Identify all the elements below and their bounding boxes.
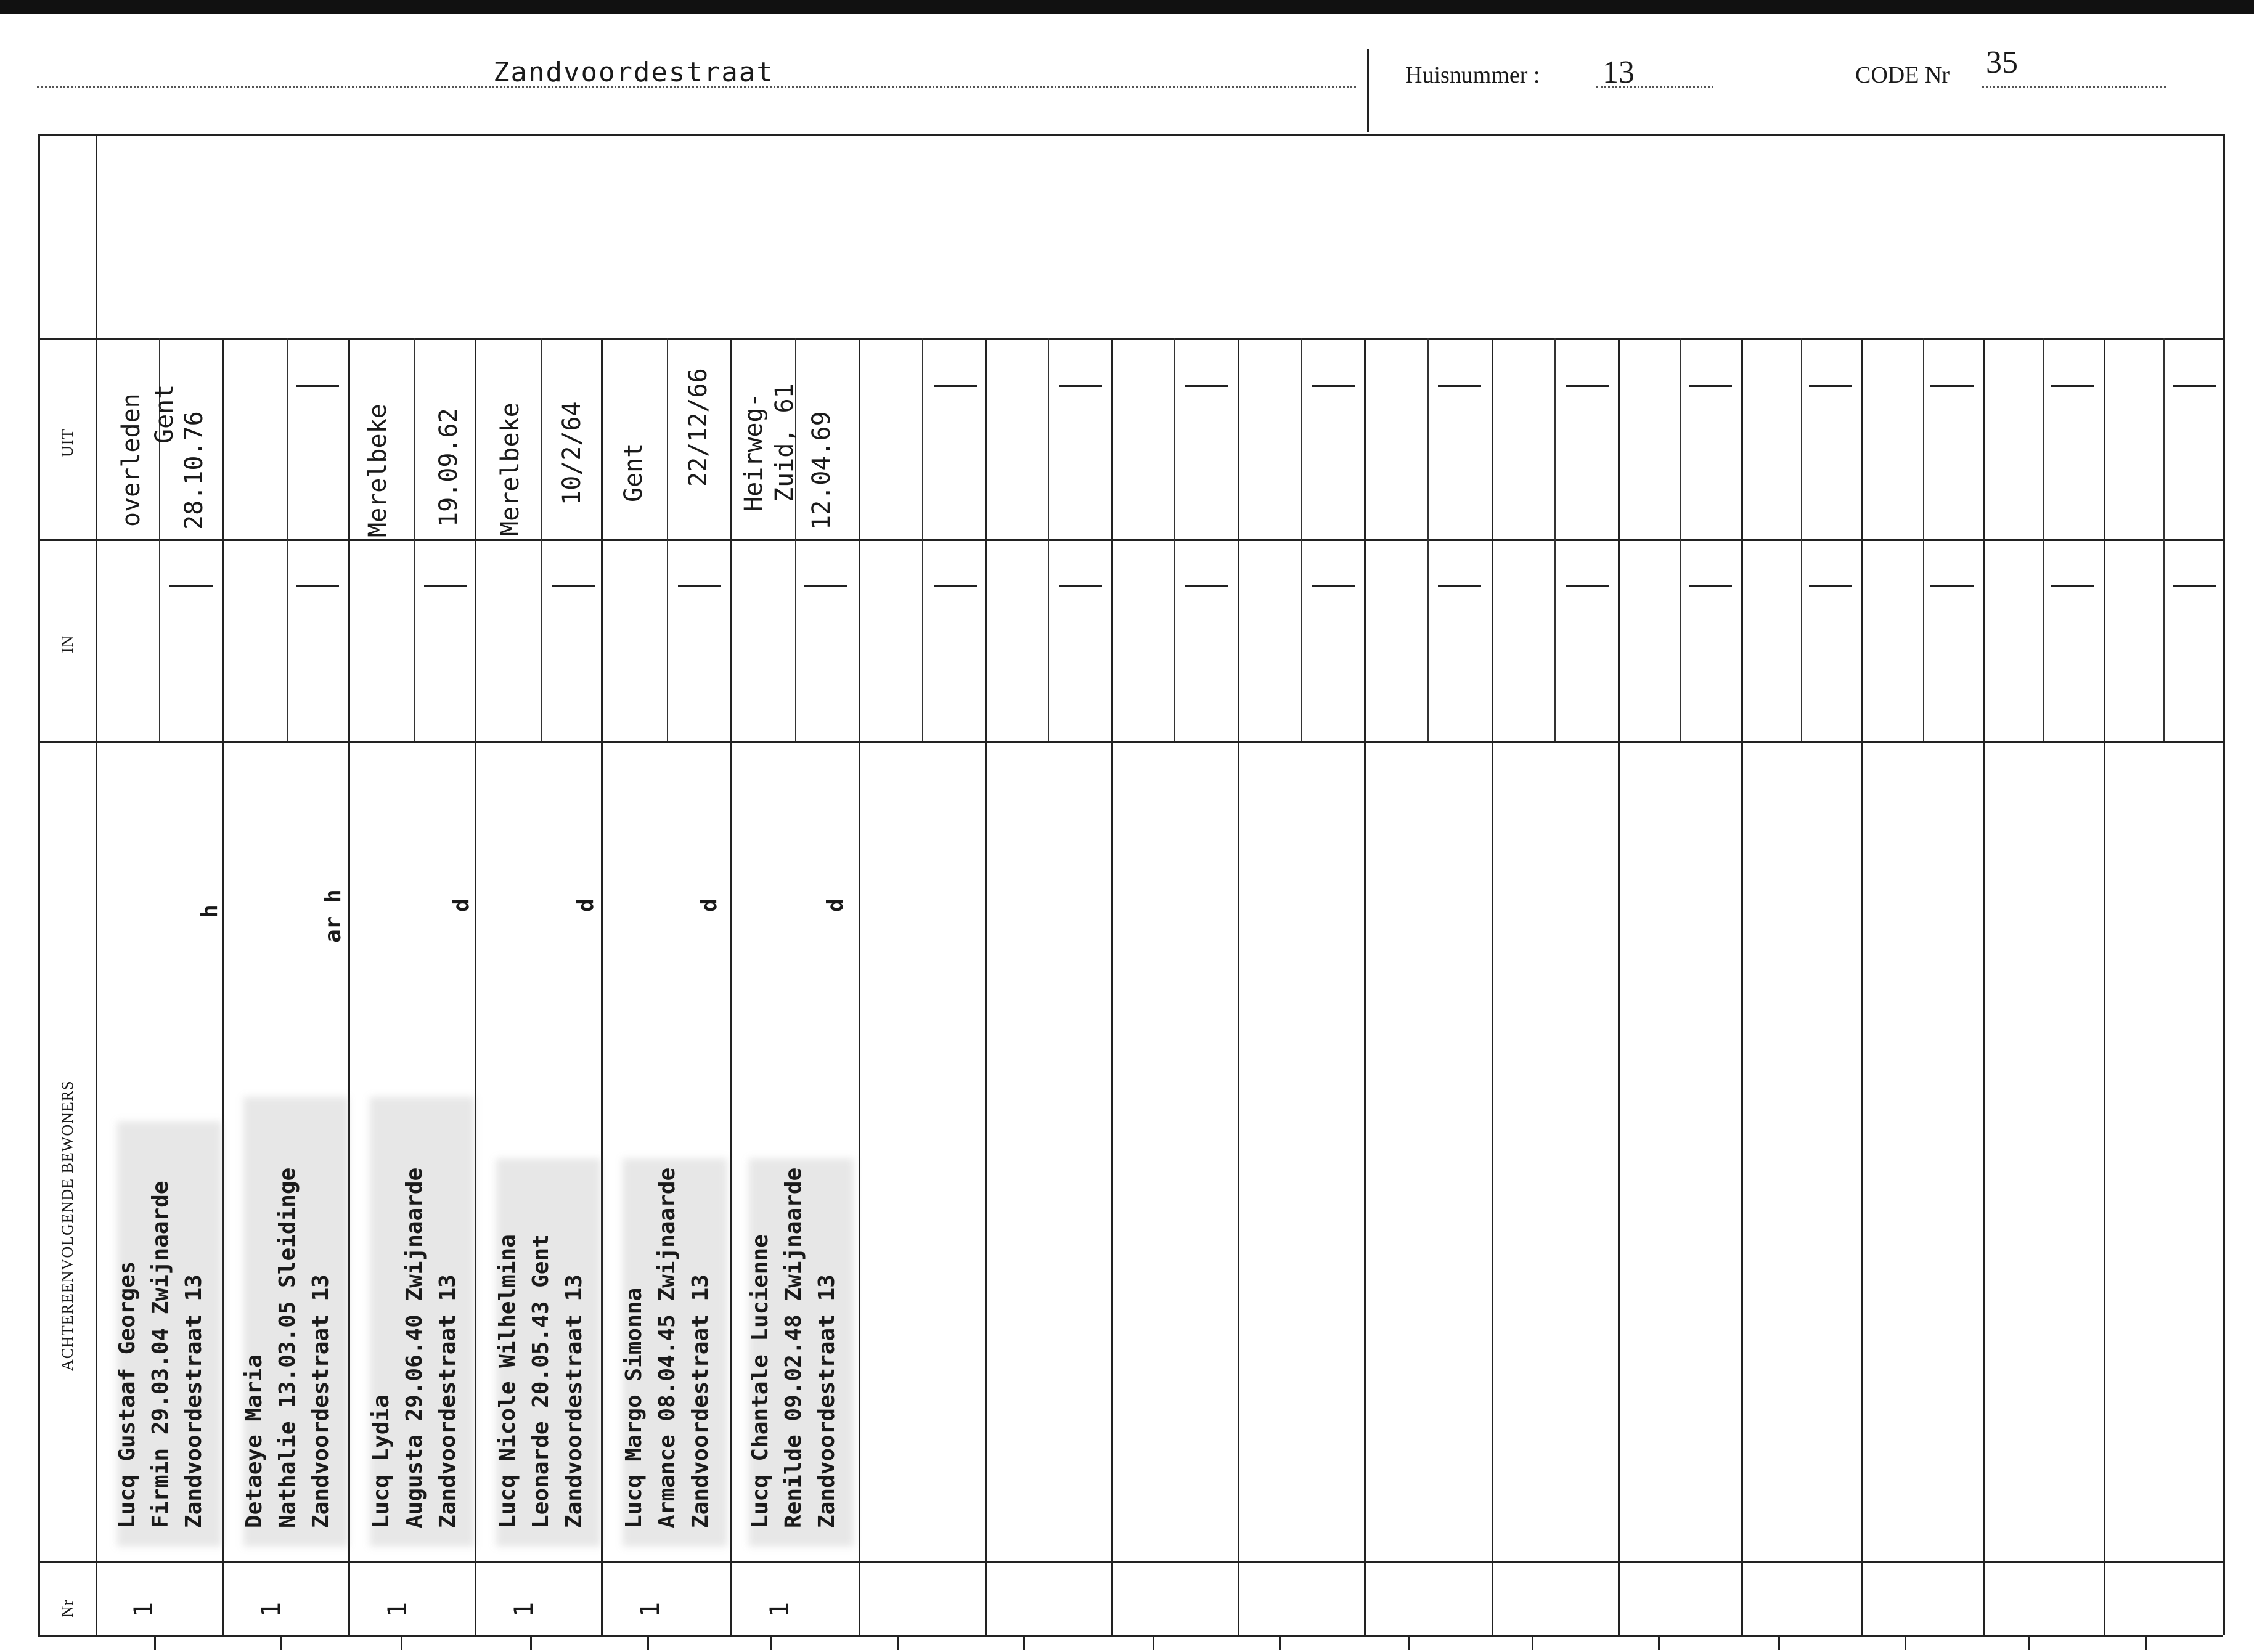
uit-place: Gent xyxy=(619,442,648,502)
column-divider xyxy=(1238,338,1239,1635)
resident-line-1: Lucq Chantale Lucienne xyxy=(748,1234,773,1528)
uit-dash xyxy=(1438,385,1481,387)
bottom-tick xyxy=(154,1636,156,1650)
sub-column-divider xyxy=(2043,338,2044,741)
huisnummer-dotted-line xyxy=(1596,86,1713,88)
uit-top-line xyxy=(38,338,2223,340)
resident-mark: d xyxy=(449,898,474,912)
column-divider xyxy=(730,338,732,1635)
sub-column-divider xyxy=(1801,338,1802,741)
uit-date: 10/2/64 xyxy=(558,401,586,505)
column-divider xyxy=(475,338,476,1635)
resident-nr: 1 xyxy=(382,1601,412,1617)
uit-date: 12.04.69 xyxy=(807,411,836,530)
code-label: CODE Nr xyxy=(1855,62,1950,88)
column-divider xyxy=(348,338,350,1635)
nr-column-label: Nr xyxy=(59,1599,76,1617)
uit-dash xyxy=(1689,385,1732,387)
in-dash xyxy=(934,585,977,587)
resident-line-3: Zandvoordestraat 13 xyxy=(814,1274,839,1528)
resident-mark: d xyxy=(696,898,722,912)
code-dotted-line xyxy=(1982,86,2166,88)
sub-column-divider xyxy=(1923,338,1924,741)
bottom-tick xyxy=(1279,1636,1281,1650)
in-dash xyxy=(424,585,467,587)
resident-line-2: Armance 08.04.45 Zwijnaarde xyxy=(655,1167,680,1528)
sub-column-divider xyxy=(2163,338,2165,741)
bottom-tick xyxy=(1023,1636,1025,1650)
in-dash xyxy=(1312,585,1355,587)
resident-mark: h xyxy=(197,905,223,918)
column-divider xyxy=(1861,338,1863,1635)
uit-dash xyxy=(1059,385,1102,387)
resident-mark: d xyxy=(823,898,848,912)
sub-column-divider xyxy=(1554,338,1556,741)
uit-dash xyxy=(2051,385,2094,387)
resident-line-2: Leonarde 20.05.43 Gent xyxy=(528,1234,553,1528)
resident-line-1: Lucq Gustaaf Georges xyxy=(115,1261,140,1528)
in-dash xyxy=(296,585,339,587)
uit-dash xyxy=(1930,385,1974,387)
uit-dash xyxy=(296,385,339,387)
bottom-tick xyxy=(530,1636,532,1650)
bottom-tick xyxy=(1905,1636,1906,1650)
top-border xyxy=(0,0,2254,14)
uit-place-line2: Gent xyxy=(150,384,179,444)
bottom-tick xyxy=(1778,1636,1780,1650)
resident-line-3: Zandvoordestraat 13 xyxy=(435,1274,460,1528)
column-divider xyxy=(222,338,224,1635)
bottom-tick xyxy=(1153,1636,1154,1650)
column-divider xyxy=(1618,338,1620,1635)
bottom-tick xyxy=(2028,1636,2030,1650)
resident-line-2: Augusta 29.06.40 Zwijnaarde xyxy=(402,1167,427,1528)
in-dash xyxy=(1809,585,1852,587)
uit-dash xyxy=(1566,385,1609,387)
uit-dash xyxy=(1809,385,1852,387)
in-dash xyxy=(552,585,595,587)
uit-date: 19.09.62 xyxy=(435,408,463,527)
column-divider xyxy=(985,338,987,1635)
uit-dash xyxy=(1312,385,1355,387)
resident-line-1: Lucq Margo Simonna xyxy=(621,1287,647,1528)
nr-top-line xyxy=(38,1561,2223,1563)
resident-line-1: Detaeye Maria xyxy=(242,1354,267,1528)
resident-line-1: Lucq Lydia xyxy=(369,1394,394,1528)
huisnummer-value: 13 xyxy=(1603,55,1635,90)
resident-nr: 1 xyxy=(256,1601,286,1617)
resident-line-2: Renilde 09.02.48 Zwijnaarde xyxy=(781,1167,806,1528)
in-dash xyxy=(1930,585,1974,587)
sub-column-divider xyxy=(1174,338,1175,741)
column-divider xyxy=(2104,338,2105,1635)
resident-line-3: Zandvoordestraat 13 xyxy=(688,1274,713,1528)
sub-column-divider xyxy=(1048,338,1049,741)
in-dash xyxy=(1689,585,1732,587)
bottom-tick xyxy=(770,1636,772,1650)
resident-nr: 1 xyxy=(635,1601,665,1617)
bottom-tick xyxy=(647,1636,649,1650)
uit-date: 28.10.76 xyxy=(180,411,208,530)
resident-line-3: Zandvoordestraat 13 xyxy=(561,1274,587,1528)
in-top-line xyxy=(38,539,2223,541)
bottom-tick xyxy=(280,1636,282,1650)
sub-column-divider xyxy=(1680,338,1681,741)
resident-line-1: Lucq Nicole Wilhelmina xyxy=(495,1234,520,1528)
in-dash xyxy=(804,585,847,587)
resident-line-2: Nathalie 13.03.05 Sleidinge xyxy=(275,1167,300,1528)
column-divider xyxy=(859,338,860,1635)
bewoners-column-label: ACHTEREENVOLGENDE BEWONERS xyxy=(59,1080,76,1371)
in-dash xyxy=(1438,585,1481,587)
bottom-tick xyxy=(897,1636,899,1650)
table-left-border xyxy=(38,134,40,1635)
bottom-tick xyxy=(1408,1636,1410,1650)
sub-column-divider xyxy=(414,338,415,741)
table-right-border xyxy=(2223,134,2225,1635)
resident-nr: 1 xyxy=(764,1601,794,1617)
resident-nr: 1 xyxy=(508,1601,539,1617)
column-divider xyxy=(1111,338,1113,1635)
in-dash xyxy=(2173,585,2216,587)
code-value: 35 xyxy=(1986,45,2018,80)
resident-line-3: Zandvoordestraat 13 xyxy=(308,1274,333,1528)
huisnummer-label: Huisnummer : xyxy=(1405,62,1540,88)
sub-column-divider xyxy=(541,338,542,741)
uit-place: Heirweg- xyxy=(740,393,768,511)
column-divider xyxy=(1364,338,1366,1635)
column-divider xyxy=(1983,338,1985,1635)
uit-date: 22/12/66 xyxy=(684,368,713,487)
resident-nr: 1 xyxy=(128,1601,158,1617)
column-divider xyxy=(601,338,603,1635)
uit-place: Merelbeke xyxy=(496,402,525,536)
resident-line-2: Firmin 29.03.04 Zwijnaarde xyxy=(148,1181,173,1528)
bottom-tick xyxy=(401,1636,402,1650)
in-column-label: IN xyxy=(59,635,76,653)
in-dash xyxy=(1059,585,1102,587)
resident-mark: ar h xyxy=(321,889,346,943)
bottom-tick xyxy=(2145,1636,2147,1650)
resident-line-3: Zandvoordestraat 13 xyxy=(181,1274,206,1528)
uit-dash xyxy=(2173,385,2216,387)
table-top-border xyxy=(38,134,2223,136)
sub-column-divider xyxy=(287,338,288,741)
in-dash xyxy=(169,585,213,587)
in-dash xyxy=(2051,585,2094,587)
bottom-tick xyxy=(1532,1636,1533,1650)
header-divider xyxy=(1367,49,1369,132)
sub-column-divider xyxy=(922,338,923,741)
bottom-tick xyxy=(1658,1636,1660,1650)
street-name: Zandvoordestraat xyxy=(493,57,774,88)
table-bottom-border xyxy=(38,1635,2223,1637)
bewoners-top-line xyxy=(38,741,2223,743)
uit-dash xyxy=(934,385,977,387)
uit-place: Merelbeke xyxy=(364,404,392,537)
in-dash xyxy=(678,585,721,587)
in-dash xyxy=(1566,585,1609,587)
sub-column-divider xyxy=(1427,338,1429,741)
sub-column-divider xyxy=(1301,338,1302,741)
uit-place-line2: Zuid, 61 xyxy=(770,383,799,502)
sub-column-divider xyxy=(667,338,668,741)
column-divider xyxy=(1741,338,1743,1635)
uit-column-label: UIT xyxy=(59,428,76,457)
column-divider xyxy=(1492,338,1493,1635)
in-dash xyxy=(1185,585,1228,587)
label-column-divider xyxy=(96,134,97,1635)
resident-mark: d xyxy=(573,898,598,912)
uit-dash xyxy=(1185,385,1228,387)
uit-place: overleden xyxy=(117,393,145,527)
